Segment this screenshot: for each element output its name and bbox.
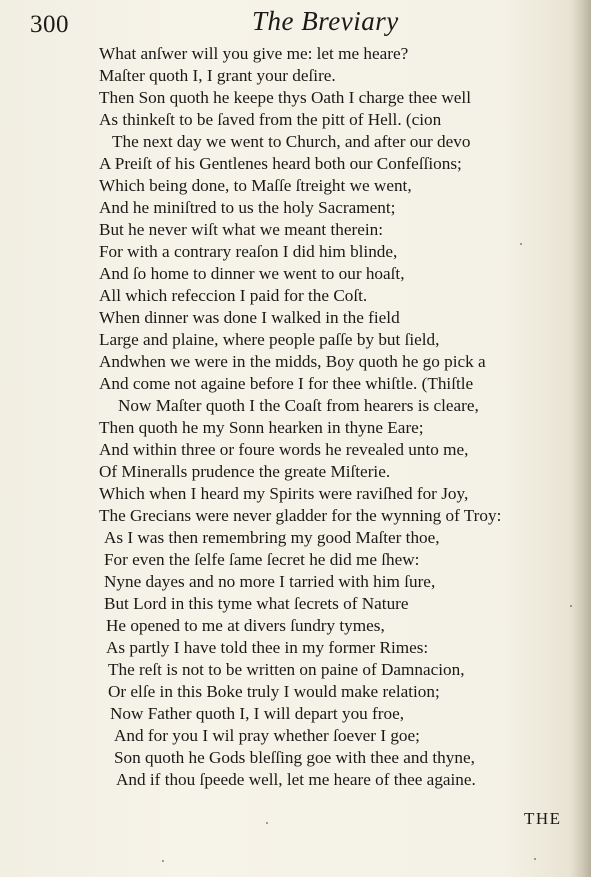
verse-line: He opened to me at divers ſundry tymes, [106, 616, 385, 635]
verse-line: Or elſe in this Boke truly I would make relation; [108, 682, 440, 701]
verse-line: For with a contrary reaſon I did him blinde, [99, 242, 398, 261]
verse-line: What anſwer will you give me: let me heare? [99, 44, 409, 63]
verse-line: As I was then remembring my good Maſter thoe, [104, 528, 440, 547]
verse-line: When dinner was done I walked in the field [99, 308, 400, 327]
verse-line: As thinkeſt to be ſaved from the pitt of Hell. (cion [99, 110, 442, 129]
verse-line: And he miniſtred to us the holy Sacrament; [99, 198, 396, 217]
verse-line: And come not againe before I for thee whiſtle. (Thiſtle [99, 374, 474, 393]
verse-line: Of Mineralls prudence the greate Miſterie. [99, 462, 391, 481]
verse-line: Andwhen we were in the midds, Boy quoth he go pick a [99, 352, 486, 371]
verse-line: The reſt is not to be written on paine of Damnacion, [108, 660, 465, 679]
verse-line: A Preiſt of his Gentlenes heard both our Confeſſions; [99, 154, 462, 173]
running-head: The Breviary [252, 6, 399, 36]
verse-line: Now Father quoth I, I will depart you froe, [110, 704, 405, 723]
paper-speck [570, 605, 572, 607]
verse-line: And if thou ſpeede well, let me heare of thee againe. [116, 770, 476, 789]
verse-line: Then quoth he my Sonn hearken in thyne Eare; [99, 418, 424, 437]
verse-line: But he never wiſt what we meant therein: [99, 220, 383, 239]
catchword: THE [524, 809, 562, 828]
verse-line: But Lord in this tyme what ſecrets of Nature [104, 594, 409, 613]
verse-line: Then Son quoth he keepe thys Oath I charge thee well [99, 88, 471, 107]
verse-line: Nyne dayes and no more I tarried with him ſure, [104, 572, 436, 591]
verse-line: And ſo home to dinner we went to our hoaſt, [99, 264, 405, 283]
verse-line: Large and plaine, where people paſſe by but ſield, [99, 330, 440, 349]
verse-line: For even the ſelfe ſame ſecret he did me ſhew: [104, 550, 420, 569]
verse-line: Maſter quoth I, I grant your deſire. [99, 66, 336, 85]
verse-line: And for you I wil pray whether ſoever I goe; [114, 726, 420, 745]
verse-line: The Grecians were never gladder for the wynning of Troy: [99, 506, 502, 525]
verse-line: The next day we went to Church, and after our devo [112, 132, 471, 151]
paper-speck [534, 858, 536, 860]
verse-line: Son quoth he Gods bleſſing goe with thee and thyne, [114, 748, 475, 767]
verse-line: As partly I have told thee in my former Rimes: [106, 638, 429, 657]
page-number: 300 [30, 11, 69, 38]
paper-speck [162, 860, 164, 862]
verse-line: Which being done, to Maſſe ſtreight we went, [99, 176, 412, 195]
paper-speck [266, 822, 268, 824]
verse-line: Which when I heard my Spirits were raviſhed for Joy, [99, 484, 469, 503]
verse-line: All which refeccion I paid for the Coſt. [99, 286, 368, 305]
paper-speck [520, 243, 522, 245]
verse-line: And within three or foure words he revealed unto me, [99, 440, 469, 459]
verse-line: Now Maſter quoth I the Coaſt from hearers is cleare, [118, 396, 479, 415]
